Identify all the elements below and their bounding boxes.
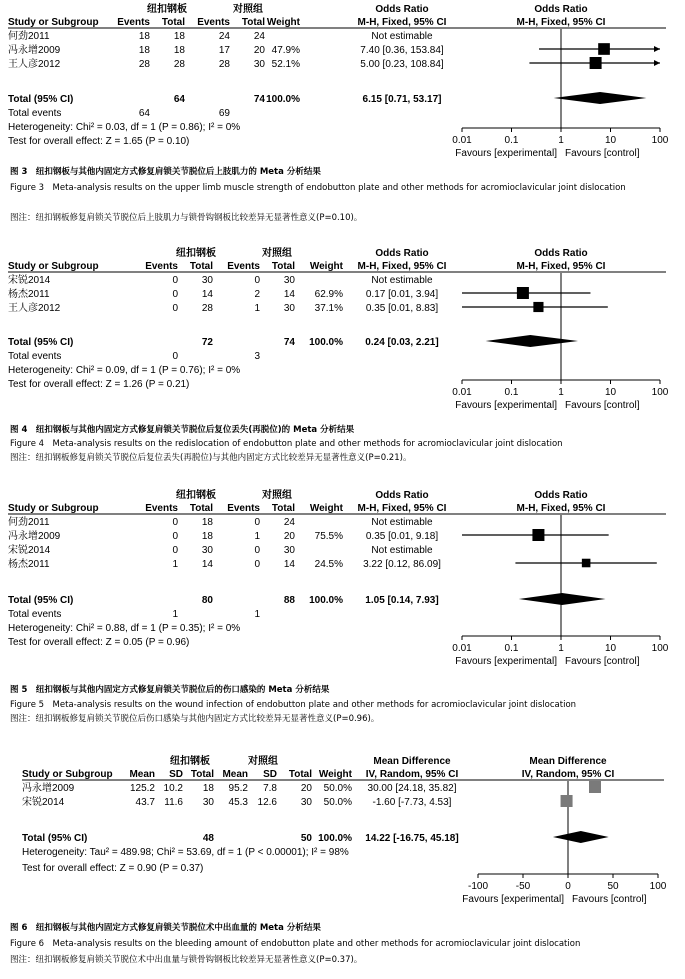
- total-ci-text: 6.15 [0.71, 53.17]: [362, 94, 442, 105]
- total-n-experimental: 48: [202, 833, 214, 844]
- study-weight: 50.0%: [323, 797, 352, 808]
- sd-control: 7.8: [263, 783, 277, 794]
- header-total: Total: [190, 769, 214, 780]
- study-ci-text: 3.22 [0.12, 86.09]: [363, 559, 441, 570]
- header-weight: Weight: [309, 261, 343, 272]
- header-method: IV, Random, 95% CI: [365, 769, 459, 780]
- total-weight: 100.0%: [309, 595, 343, 606]
- x-axis-tick-label: 0.01: [452, 135, 472, 146]
- study-estimate-box: [589, 781, 601, 793]
- header-measure-plot: Odds Ratio: [534, 490, 588, 501]
- figure-caption-en: Figure 5 Meta-analysis results on the wound infection of endobutton plate and other methods for acromioclavicular joint dislocation: [10, 700, 577, 710]
- favours-experimental-label: Favours [experimental]: [455, 656, 557, 667]
- total-ci-text: 0.24 [0.03, 2.21]: [365, 337, 439, 348]
- study-estimate-box: [532, 529, 544, 541]
- study-name: 宋锐2014: [8, 275, 51, 286]
- events-experimental: 0: [172, 517, 178, 528]
- header-events: Events: [145, 503, 178, 514]
- x-axis-tick-label: 10: [604, 643, 617, 654]
- header-weight: Weight: [309, 503, 343, 514]
- study-estimate-box: [533, 302, 543, 312]
- group-label-control: 对照组: [262, 490, 292, 501]
- figure-caption-cn: 图 4 纽扣钢板与其他内固定方式修复肩锁关节脱位后复位丢失(再脱位)的 Meta 分析结果: [10, 425, 355, 435]
- header-total: Total: [271, 503, 295, 514]
- figure-caption-cn: 图 6 纽扣钢板与其他内固定方式修复肩锁关节脱位术中出血量的 Meta 分析结果: [10, 923, 321, 933]
- total-control: 14: [283, 289, 295, 300]
- total-experimental: 30: [201, 275, 213, 286]
- study-estimate-box: [517, 287, 529, 299]
- figure-3: [0, 0, 685, 230]
- header-method: M-H, Fixed, 95% CI: [357, 261, 447, 272]
- figure-6: [0, 742, 685, 979]
- group-label-control: 对照组: [248, 756, 278, 767]
- study-weight: 75.5%: [314, 531, 343, 542]
- figure-5: [0, 486, 685, 732]
- total-events-experimental: 64: [138, 108, 150, 119]
- study-ci-text: 5.00 [0.23, 108.84]: [360, 59, 444, 70]
- favours-control-label: Favours [control]: [565, 656, 640, 667]
- events-experimental: 28: [138, 59, 150, 70]
- group-label-experimental: 纽扣钢板: [176, 248, 216, 259]
- study-weight: 50.0%: [323, 783, 352, 794]
- pooled-estimate-diamond: [486, 335, 578, 347]
- study-estimate-box: [561, 795, 573, 807]
- study-name: 王人彦2012: [8, 59, 61, 70]
- total-control: 30: [283, 303, 295, 314]
- total-ci-text: 14.22 [-16.75, 45.18]: [365, 833, 459, 844]
- header-study: Study or Subgroup: [8, 503, 99, 514]
- figure-caption-cn: 图 5 纽扣钢板与其他内固定方式修复肩锁关节脱位后的伤口感染的 Meta 分析结果: [10, 685, 330, 695]
- total-events-label: Total events: [8, 108, 62, 119]
- total-control: 30: [300, 797, 312, 808]
- favours-control-label: Favours [control]: [565, 148, 640, 159]
- study-name: 杨杰2011: [8, 559, 50, 570]
- events-control: 0: [254, 275, 260, 286]
- mean-control: 45.3: [228, 797, 248, 808]
- events-control: 2: [254, 289, 260, 300]
- events-control: 0: [254, 545, 260, 556]
- x-axis-tick-label: 100: [649, 881, 667, 892]
- header-method: M-H, Fixed, 95% CI: [357, 503, 447, 514]
- total-control: 20: [300, 783, 312, 794]
- x-axis-tick-label: 0.01: [452, 643, 472, 654]
- figure-note: 图注：纽扣钢板修复肩锁关节脱位后复位丢失(再脱位)与其他内固定方式比较差异无显著性意义(P=0.21)。: [10, 453, 412, 463]
- group-label-experimental: 纽扣钢板: [170, 756, 210, 767]
- header-study: Study or Subgroup: [22, 769, 113, 780]
- total-n-control: 50: [300, 833, 312, 844]
- total-events-label: Total events: [8, 351, 62, 362]
- total-n-experimental: 72: [201, 337, 213, 348]
- header-total: Total: [189, 503, 213, 514]
- events-experimental: 18: [138, 31, 150, 42]
- total-label: Total (95% CI): [8, 337, 74, 348]
- study-weight: 24.5%: [314, 559, 343, 570]
- events-control: 0: [254, 559, 260, 570]
- header-measure-plot: Mean Difference: [529, 756, 607, 767]
- events-control: 1: [254, 303, 260, 314]
- study-name: 冯永增2009: [8, 531, 61, 542]
- header-total: Total: [241, 17, 265, 28]
- ci-arrow-right: [654, 60, 660, 66]
- total-label: Total (95% CI): [8, 94, 74, 105]
- heterogeneity-stats: Heterogeneity: Chi² = 0.88, df = 1 (P = 0.35); I² = 0%: [8, 623, 241, 634]
- header-events: Events: [117, 17, 150, 28]
- study-name: 杨杰2011: [8, 289, 50, 300]
- ci-arrow-right: [654, 46, 660, 52]
- total-experimental: 18: [173, 31, 185, 42]
- events-control: 24: [218, 31, 230, 42]
- study-ci-text: 0.35 [0.01, 9.18]: [365, 531, 439, 542]
- forest-plot-figure-4: [0, 244, 685, 419]
- mean-control: 95.2: [228, 783, 248, 794]
- header-method: M-H, Fixed, 95% CI: [357, 17, 447, 28]
- favours-experimental-label: Favours [experimental]: [455, 148, 557, 159]
- overall-effect-test: Test for overall effect: Z = 0.90 (P = 0.37): [22, 863, 204, 874]
- study-name: 宋锐2014: [8, 545, 51, 556]
- x-axis-tick-label: 0.1: [504, 135, 519, 146]
- header-events: Events: [197, 17, 230, 28]
- study-ci-text: 30.00 [24.18, 35.82]: [367, 783, 457, 794]
- group-label-control: 对照组: [233, 4, 263, 15]
- favours-control-label: Favours [control]: [572, 894, 647, 905]
- x-axis-tick-label: 100: [651, 135, 669, 146]
- x-axis-tick-label: 1: [558, 387, 564, 398]
- total-n-control: 88: [283, 595, 295, 606]
- events-experimental: 0: [172, 303, 178, 314]
- group-label-experimental: 纽扣钢板: [147, 4, 187, 15]
- x-axis-tick-label: 0.1: [504, 643, 519, 654]
- study-ci-text: 0.17 [0.01, 3.94]: [365, 289, 439, 300]
- events-experimental: 0: [172, 545, 178, 556]
- header-study: Study or Subgroup: [8, 261, 99, 272]
- header-method-plot: M-H, Fixed, 95% CI: [516, 503, 606, 514]
- total-experimental: 28: [201, 303, 213, 314]
- header-total: Total: [189, 261, 213, 272]
- group-label-control: 对照组: [262, 248, 292, 259]
- study-name: 何劲2011: [8, 517, 50, 528]
- header-method-plot: M-H, Fixed, 95% CI: [516, 261, 606, 272]
- total-n-control: 74: [253, 94, 265, 105]
- events-control: 1: [254, 531, 260, 542]
- overall-effect-test: Test for overall effect: Z = 1.65 (P = 0.10): [8, 136, 190, 147]
- x-axis-tick-label: 0.1: [504, 387, 519, 398]
- favours-control-label: Favours [control]: [565, 400, 640, 411]
- total-control: 30: [283, 275, 295, 286]
- header-measure: Odds Ratio: [375, 4, 429, 15]
- x-axis-tick-label: 1: [558, 135, 564, 146]
- x-axis-tick-label: 0.01: [452, 387, 472, 398]
- events-control: 28: [218, 59, 230, 70]
- header-events: Events: [227, 261, 260, 272]
- pooled-estimate-diamond: [554, 92, 647, 104]
- header-events: Events: [145, 261, 178, 272]
- total-events-label: Total events: [8, 609, 62, 620]
- study-estimate-box: [590, 57, 602, 69]
- figure-note: 图注：纽扣钢板修复肩锁关节脱位后伤口感染与其他内固定方式比较差异无显著性意义(P=0.96)。: [10, 714, 380, 724]
- forest-plot-figure-3: [0, 0, 685, 160]
- events-experimental: 0: [172, 531, 178, 542]
- heterogeneity-stats: Heterogeneity: Chi² = 0.09, df = 1 (P = 0.76); I² = 0%: [8, 365, 241, 376]
- total-events-experimental: 1: [172, 609, 178, 620]
- total-n-experimental: 64: [173, 94, 185, 105]
- study-ci-text: Not estimable: [371, 31, 433, 42]
- header-measure: Odds Ratio: [375, 490, 429, 501]
- total-experimental: 18: [202, 783, 214, 794]
- sd-experimental: 11.6: [164, 797, 183, 808]
- study-ci-text: Not estimable: [371, 517, 433, 528]
- study-weight: 47.9%: [271, 45, 300, 56]
- x-axis-tick-label: 10: [604, 135, 617, 146]
- header-method-plot: M-H, Fixed, 95% CI: [516, 17, 606, 28]
- total-label: Total (95% CI): [22, 833, 88, 844]
- header-total: Total: [161, 17, 185, 28]
- x-axis-tick-label: -100: [467, 881, 489, 892]
- total-control: 24: [253, 31, 265, 42]
- group-label-experimental: 纽扣钢板: [176, 490, 216, 501]
- overall-effect-test: Test for overall effect: Z = 0.05 (P = 0.96): [8, 637, 190, 648]
- study-ci-text: 0.35 [0.01, 8.83]: [365, 303, 439, 314]
- total-weight: 100.0%: [318, 833, 352, 844]
- events-experimental: 18: [138, 45, 150, 56]
- events-experimental: 0: [172, 289, 178, 300]
- total-experimental: 28: [173, 59, 185, 70]
- header-study: Study or Subgroup: [8, 17, 99, 28]
- header-mean: Mean: [129, 769, 155, 780]
- header-sd: SD: [169, 769, 183, 780]
- study-estimate-box: [582, 559, 591, 568]
- total-experimental: 14: [201, 559, 213, 570]
- total-experimental: 18: [201, 517, 213, 528]
- header-total: Total: [288, 769, 312, 780]
- x-axis-tick-label: 50: [607, 881, 619, 892]
- heterogeneity-stats: Heterogeneity: Tau² = 489.98; Chi² = 53.69, df = 1 (P < 0.00001); I² = 98%: [22, 847, 349, 858]
- x-axis-tick-label: 100: [651, 643, 669, 654]
- total-control: 30: [283, 545, 295, 556]
- events-control: 17: [218, 45, 230, 56]
- header-weight: Weight: [266, 17, 300, 28]
- study-name: 冯永增2009: [8, 45, 61, 56]
- total-experimental: 14: [201, 289, 213, 300]
- study-weight: 37.1%: [314, 303, 343, 314]
- total-events-control: 1: [254, 609, 260, 620]
- total-experimental: 30: [202, 797, 214, 808]
- total-experimental: 18: [173, 45, 185, 56]
- study-weight: 52.1%: [271, 59, 300, 70]
- heterogeneity-stats: Heterogeneity: Chi² = 0.03, df = 1 (P = 0.86); I² = 0%: [8, 122, 241, 133]
- total-control: 20: [253, 45, 265, 56]
- mean-experimental: 125.2: [129, 783, 155, 794]
- pooled-estimate-diamond: [519, 593, 606, 605]
- study-ci-text: -1.60 [-7.73, 4.53]: [372, 797, 452, 808]
- mean-experimental: 43.7: [135, 797, 155, 808]
- x-axis-tick-label: 10: [604, 387, 617, 398]
- total-n-control: 74: [283, 337, 295, 348]
- study-ci-text: Not estimable: [371, 275, 433, 286]
- study-name: 宋锐2014: [22, 797, 65, 808]
- x-axis-tick-label: 1: [558, 643, 564, 654]
- study-name: 王人彦2012: [8, 303, 61, 314]
- total-n-experimental: 80: [201, 595, 213, 606]
- events-control: 0: [254, 517, 260, 528]
- total-control: 30: [253, 59, 265, 70]
- figure-note: 图注：纽扣钢板修复肩锁关节脱位术中出血量与锁骨钩钢板比较差异无显著性意义(P=0.37)。: [10, 955, 363, 965]
- study-estimate-box: [598, 43, 610, 55]
- figure-caption-cn: 图 3 纽扣钢板与其他内固定方式修复肩锁关节脱位后上肢肌力的 Meta 分析结果: [10, 167, 321, 177]
- total-weight: 100.0%: [266, 94, 300, 105]
- header-mean: Mean: [222, 769, 248, 780]
- header-total: Total: [271, 261, 295, 272]
- sd-control: 12.6: [257, 797, 277, 808]
- header-measure: Odds Ratio: [375, 248, 429, 259]
- study-name: 何劲2011: [8, 31, 50, 42]
- total-control: 14: [283, 559, 295, 570]
- figure-caption-en: Figure 4 Meta-analysis results on the redislocation of endobutton plate and other methods for acromioclavicular joint dislocation: [10, 439, 563, 449]
- header-events: Events: [227, 503, 260, 514]
- total-experimental: 18: [201, 531, 213, 542]
- figure-4: [0, 244, 685, 476]
- header-weight: Weight: [318, 769, 352, 780]
- total-events-experimental: 0: [172, 351, 178, 362]
- events-experimental: 1: [172, 559, 178, 570]
- sd-experimental: 10.2: [163, 783, 183, 794]
- x-axis-tick-label: 0: [565, 881, 571, 892]
- total-control: 24: [283, 517, 295, 528]
- x-axis-tick-label: 100: [651, 387, 669, 398]
- forest-plot-figure-6: [0, 742, 685, 912]
- overall-effect-test: Test for overall effect: Z = 1.26 (P = 0.21): [8, 379, 190, 390]
- favours-experimental-label: Favours [experimental]: [455, 400, 557, 411]
- study-weight: 62.9%: [314, 289, 343, 300]
- total-ci-text: 1.05 [0.14, 7.93]: [365, 595, 439, 606]
- figure-caption-en: Figure 3 Meta-analysis results on the upper limb muscle strength of endobutton plate and other methods for acromioclavicular joint dislocation: [10, 183, 626, 193]
- figure-caption-en: Figure 6 Meta-analysis results on the bleeding amount of endobutton plate and other methods for acromioclavicular joint dislocation: [10, 939, 581, 949]
- study-name: 冯永增2009: [22, 783, 75, 794]
- total-events-control: 69: [218, 108, 230, 119]
- total-experimental: 30: [201, 545, 213, 556]
- total-label: Total (95% CI): [8, 595, 74, 606]
- header-sd: SD: [263, 769, 277, 780]
- header-measure: Mean Difference: [373, 756, 451, 767]
- total-events-control: 3: [254, 351, 260, 362]
- header-measure-plot: Odds Ratio: [534, 248, 588, 259]
- figure-note: 图注：纽扣钢板修复肩锁关节脱位后上肢肌力与锁骨钩钢板比较差异无显著性意义(P=0.10)。: [10, 213, 363, 223]
- study-ci-text: 7.40 [0.36, 153.84]: [360, 45, 444, 56]
- events-experimental: 0: [172, 275, 178, 286]
- total-weight: 100.0%: [309, 337, 343, 348]
- favours-experimental-label: Favours [experimental]: [462, 894, 564, 905]
- header-measure-plot: Odds Ratio: [534, 4, 588, 15]
- pooled-estimate-diamond: [553, 831, 609, 843]
- forest-plot-figure-5: [0, 486, 685, 676]
- study-ci-text: Not estimable: [371, 545, 433, 556]
- header-method-plot: IV, Random, 95% CI: [521, 769, 615, 780]
- total-control: 20: [283, 531, 295, 542]
- x-axis-tick-label: -50: [515, 881, 531, 892]
